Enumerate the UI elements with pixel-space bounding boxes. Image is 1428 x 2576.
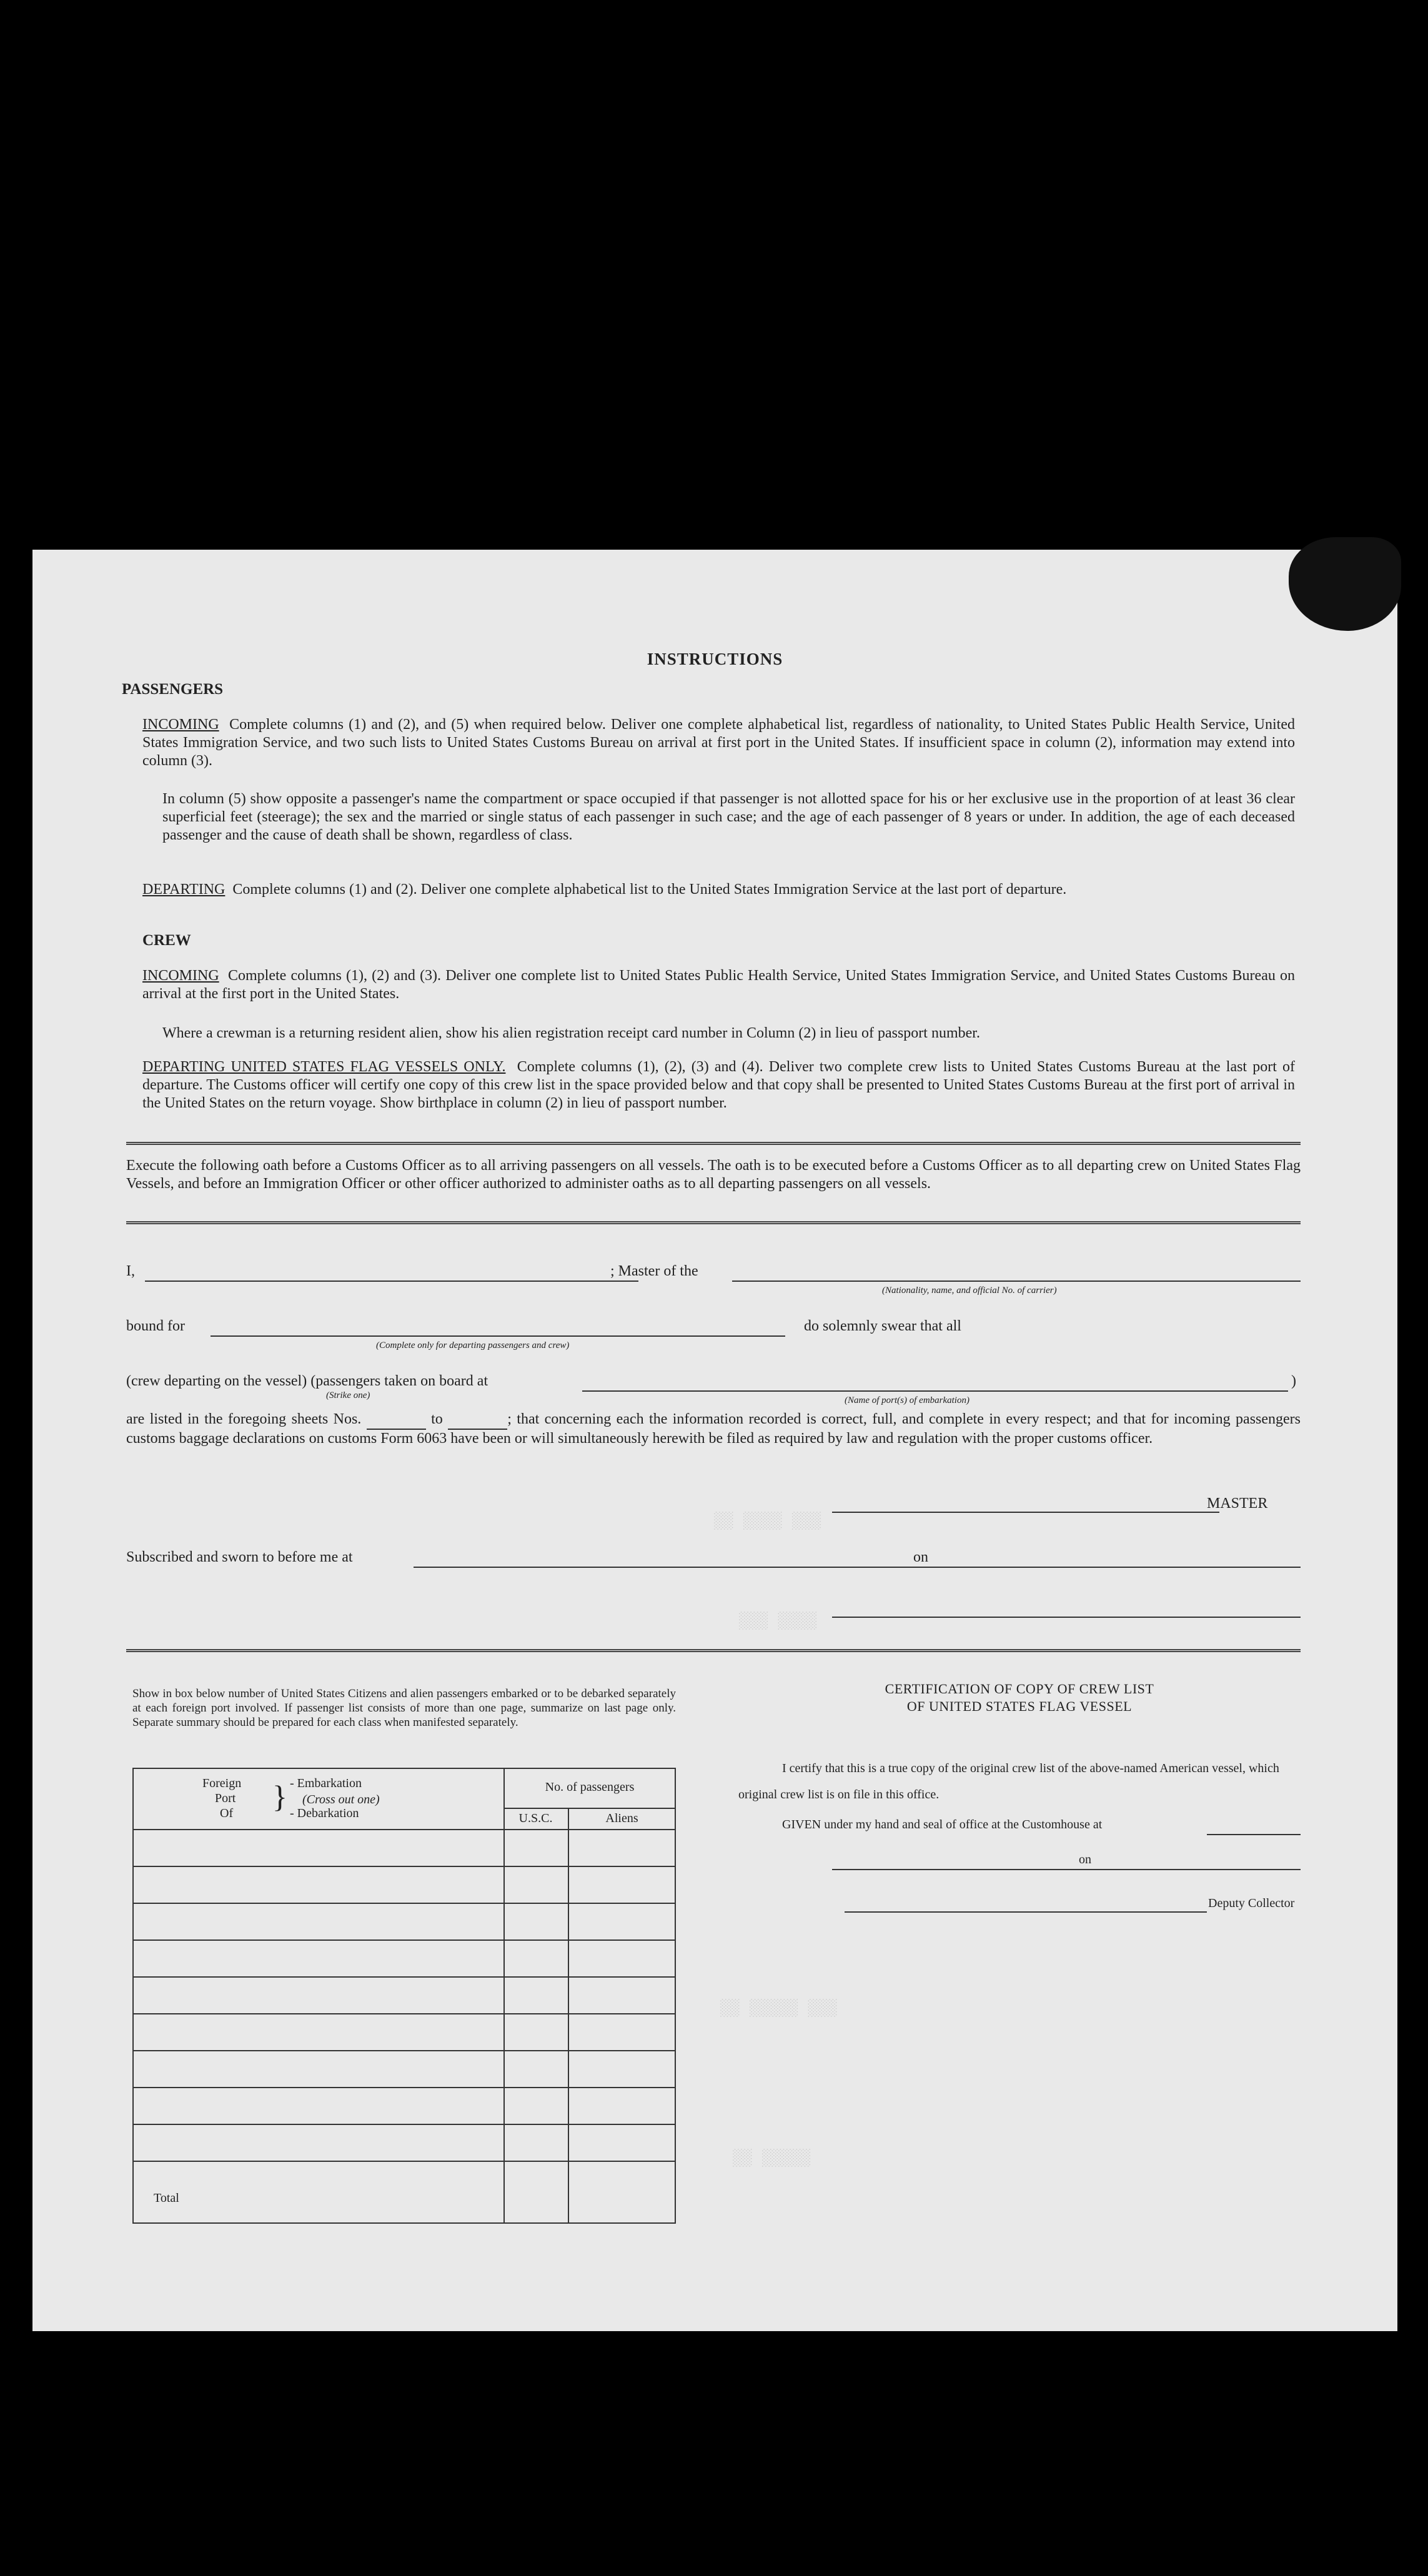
- customhouse-field[interactable]: [1207, 1834, 1301, 1835]
- subscribed-label: Subscribed and sworn to before me at: [126, 1549, 353, 1565]
- table-divider: [503, 1769, 505, 2222]
- sworn-on-label: on: [913, 1549, 928, 1565]
- port-of-embarkation-field[interactable]: [582, 1390, 1288, 1392]
- listed-text-2: ; that concerning each the information recorded is correct, full, and complete in every respect; and that for incoming passengers customs baggage declarations on customs Form 6063 have been or will simultaneously herewith be filed as required by law and regulation with the proper customs officer.: [126, 1411, 1301, 1447]
- incoming-label: INCOMING: [142, 716, 219, 733]
- embarkation-label: - Embarkation: [290, 1776, 362, 1790]
- document-page: [32, 550, 1397, 2331]
- section-divider: [126, 1142, 1301, 1145]
- ink-blot: [1289, 537, 1401, 631]
- crew-departing-label-oath: (crew departing on the vessel) (passengers taken on board at: [126, 1373, 488, 1389]
- table-row: [134, 1976, 675, 1978]
- table-row: [134, 1866, 675, 1867]
- oath-i-label: I,: [126, 1263, 135, 1279]
- table-row: [134, 2013, 675, 2014]
- officer-signature-field[interactable]: [832, 1617, 1301, 1618]
- bound-for-label: bound for: [126, 1318, 185, 1334]
- master-name-field[interactable]: [145, 1281, 638, 1282]
- col-usc-header: U.S.C.: [518, 1811, 553, 1825]
- brace-icon: }: [272, 1779, 287, 1814]
- listed-paragraph: [126, 1410, 1301, 1448]
- table-row: [134, 2087, 675, 2088]
- listed-text-1: are listed in the foregoing sheets Nos.: [126, 1411, 362, 1427]
- deputy-collector-label: Deputy Collector: [1208, 1896, 1295, 1910]
- col-port-label: Port: [215, 1791, 236, 1805]
- total-label: Total: [154, 2191, 179, 2205]
- bleed-through-mark: ░░░ ░░░░ ░░: [713, 1512, 821, 1530]
- crew-incoming-paragraph: [142, 967, 1295, 1003]
- table-divider: [503, 1808, 675, 1809]
- col-aliens-header: Aliens: [605, 1811, 638, 1825]
- certify-text: I certify that this is a true copy of the original crew list of the above-named American vessel, which original crew list is on file in this office.: [738, 1761, 1279, 1801]
- certification-title: [738, 1680, 1301, 1715]
- crew-heading: CREW: [142, 932, 191, 949]
- bleed-through-mark: ░░░░ ░░░: [738, 1612, 816, 1630]
- swear-text: do solemnly swear that all: [804, 1318, 961, 1334]
- master-signature-field[interactable]: [832, 1512, 1219, 1513]
- crew-incoming-label: INCOMING: [142, 968, 219, 984]
- master-of-label: ; Master of the: [610, 1263, 698, 1279]
- strike-one-caption: (Strike one): [326, 1390, 370, 1400]
- debarkation-label: - Debarkation: [290, 1806, 359, 1820]
- column5-paragraph: In column (5) show opposite a passenger's name the compartment or space occupied if that passenger is not allotted space for his or her exclusive use in the proportion of at least 36 clear superficial feet (steerage); the sex and the married or single status of each passenger in such case; and the age of each passenger of 8 years or under. In addition, the age of each deceased passenger and the cause of death shall be shown, regardless of class.: [162, 791, 1295, 843]
- incoming-text: Complete columns (1) and (2), and (5) when required below. Deliver one complete alphabetical list, regardless of nationality, to United States Public Health Service, United States Immigration Service, and two such lists to United States Customs Bureau on arrival at first port in the United States. If insufficient space in column (2), information may extend into column (3).: [142, 716, 1295, 769]
- departing-text: Complete columns (1) and (2). Deliver one complete alphabetical list to the United States Immigration Service at the last port of departure.: [232, 881, 1067, 898]
- summary-divider: [126, 1649, 1301, 1652]
- crew-departing-paragraph: [142, 1058, 1295, 1112]
- bound-for-field[interactable]: [211, 1335, 785, 1337]
- sworn-date-field[interactable]: [938, 1567, 1301, 1568]
- given-text: GIVEN under my hand and seal of office at the Customhouse at: [782, 1818, 1103, 1831]
- bleed-through-mark: ░░░ ░░░░░ ░░: [720, 1999, 837, 2018]
- oath-intro: Execute the following oath before a Customs Officer as to all arriving passengers on all vessels. The oath is to be executed before a Customs Officer as to all departing crew on United States Flag Vessels, and before an Immigration Officer or other officer authorized to administer oaths as to all departing passengers on all vessels.: [126, 1157, 1301, 1192]
- bleed-through-mark: ░░░░░ ░░: [732, 2149, 810, 2167]
- certification-title-line-1: CERTIFICATION OF COPY OF CREW LIST: [885, 1681, 1154, 1697]
- table-row: [134, 2161, 675, 2162]
- bound-for-caption: (Complete only for departing passengers and crew): [376, 1340, 570, 1350]
- table-row: [134, 2124, 675, 2125]
- passenger-summary-table: [132, 1768, 676, 2224]
- vessel-caption: (Nationality, name, and official No. of carrier): [882, 1286, 1057, 1295]
- departing-label: DEPARTING: [142, 881, 226, 898]
- crew-departing-label: DEPARTING UNITED STATES FLAG VESSELS ONLY.: [142, 1059, 506, 1075]
- col-passengers-header: No. of passengers: [545, 1780, 635, 1794]
- listed-to-label: to: [431, 1411, 443, 1427]
- certification-title-line-2: OF UNITED STATES FLAG VESSEL: [906, 1698, 1133, 1714]
- cross-out-label: (Cross out one): [302, 1793, 380, 1806]
- deputy-signature-field[interactable]: [845, 1911, 1207, 1913]
- port-caption: (Name of port(s) of embarkation): [845, 1395, 969, 1405]
- table-row: [134, 1829, 675, 1830]
- table-row: [134, 1939, 675, 1941]
- table-row: [134, 1903, 675, 1904]
- passengers-departing-paragraph: [142, 881, 1295, 899]
- close-paren: ): [1291, 1373, 1296, 1389]
- page-title: INSTRUCTIONS: [647, 650, 783, 668]
- certification-place-field[interactable]: [832, 1869, 1113, 1870]
- resident-alien-paragraph: Where a crewman is a returning resident alien, show his alien registration receipt card number in Column (2) in lieu of passport number.: [162, 1025, 980, 1041]
- passengers-incoming-paragraph: [142, 716, 1295, 770]
- table-row: [134, 2050, 675, 2051]
- summary-note: Show in box below number of United States Citizens and alien passengers embarked or to be debarked separately at each foreign port involved. If passenger list consists of more than one page, summarize on last page only. Separate summary should be prepared for each class when manifested separately.: [132, 1687, 676, 1729]
- sheet-to-field[interactable]: [448, 1410, 507, 1430]
- col-foreign-label: Foreign: [202, 1776, 242, 1790]
- vessel-field[interactable]: [732, 1281, 1301, 1282]
- passengers-heading: PASSENGERS: [122, 681, 224, 698]
- crew-departing-text: Complete columns (1), (2), (3) and (4). Deliver two complete crew lists to United States Customs Bureau at the last port of departure. The Customs officer will certify one copy of this crew list in the space provided below and that copy shall be presented to United States Customs Bureau at the first port of arrival in the United States on the return voyage. Show birthplace in column (2) in lieu of passport number.: [142, 1059, 1295, 1111]
- sworn-place-field[interactable]: [414, 1567, 938, 1568]
- col-of-label: Of: [220, 1806, 234, 1820]
- sheet-from-field[interactable]: [367, 1410, 426, 1430]
- crew-incoming-text: Complete columns (1), (2) and (3). Deliver one complete list to United States Public Health Service, United States Immigration Service, and United States Customs Bureau on arrival at the first port in the United States.: [142, 968, 1296, 1002]
- master-label: MASTER: [1207, 1495, 1268, 1512]
- certification-date-field[interactable]: [1098, 1869, 1301, 1870]
- certification-on-label: on: [1079, 1853, 1091, 1866]
- oath-divider: [126, 1221, 1301, 1224]
